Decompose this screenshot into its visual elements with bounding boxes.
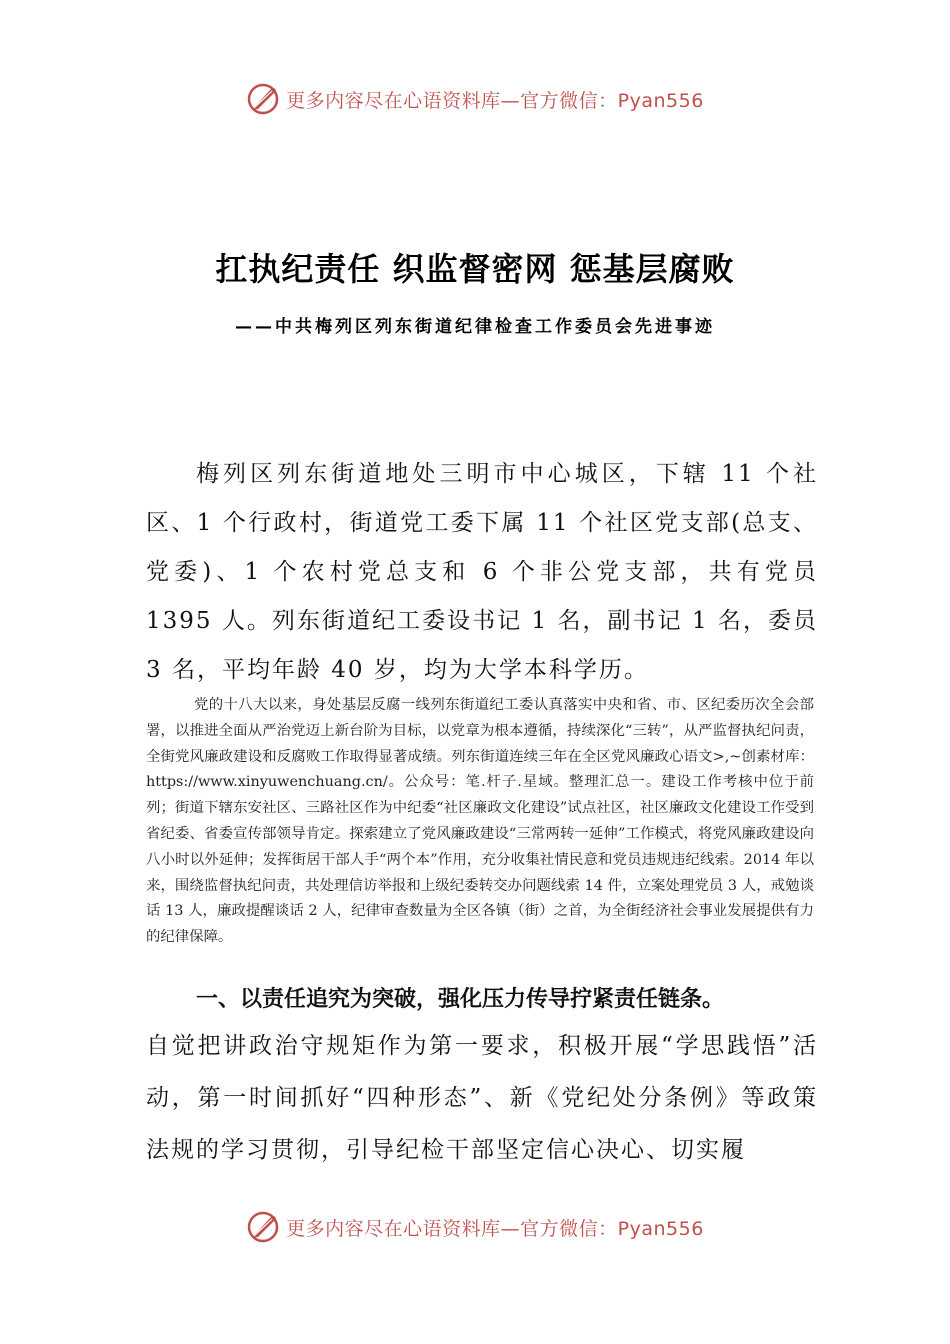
page-subtitle: ——中共梅列区列东街道纪律检查工作委员会先进事迹: [235, 317, 715, 337]
section-heading: 一、以责任追究为突破，强化压力传导拧紧责任链条。: [196, 987, 725, 1012]
quill-logo-icon: [246, 1210, 280, 1244]
page-title: 扛执纪责任 织监督密网 惩基层腐败: [215, 250, 735, 288]
watermark-text: 更多内容尽在心语资料库—官方微信：Pyan556: [286, 89, 704, 112]
section-paragraph: 自觉把讲政治守规矩作为第一要求，积极开展“学思践悟”活动，第一时间抓好“四种形态”、新《党纪处分条例》等政策法规的学习贯彻，引导纪检干部坚定信心决心、切实履: [146, 1033, 818, 1163]
footer-watermark: [0, 1210, 950, 1250]
watermark-text: 更多内容尽在心语资料库—官方微信：Pyan556: [286, 1217, 704, 1240]
quill-logo-icon: [246, 82, 280, 116]
intro-paragraph: 梅列区列东街道地处三明市中心城区，下辖 11 个社区、1 个行政村，街道党工委下属 11 个社区党支部(总支、党委)、1 个农村党总支和 6 个非公党支部，共有党员 1395 人。列东街道纪工委设书记 1 名，副书记 1 名，委员 3 名，平均年龄 40 岁，均为大学本科学历。: [146, 461, 818, 683]
body-paragraph: 党的十八大以来，身处基层反腐一线列东街道纪工委认真落实中央和省、市、区纪委历次全会部署，以推进全面从严治党迈上新台阶为目标，以党章为根本遵循，持续深化“三转”，从严监督执纪问责，全街党风廉政建设和反腐败工作取得显著成绩。列东街道连续三年在全区党风廉政心语文>,~创素材库：https://www.xinyuwenchuang.cn/。公众号：笔.杆子.星域。整理汇总一。建设工作考核中位于前列；街道下辖东安社区、三路社区作为中纪委“社区廉政文化建设”试点社区，社区廉政文化建设工作受到省纪委、省委宣传部领导肯定。探索建立了党风廉政建设“三常两转一延伸”工作模式，将党风廉政建设向八小时以外延伸；发挥街居干部人手“两个本”作用，充分收集社情民意和党员违规违纪线索。2014 年以来，围绕监督执纪问责，共处理信访举报和上级纪委转交办问题线索 14 件，立案处理党员 3 人，戒勉谈话 13 人，廉政提醒谈话 2 人，纪律审查数量为全区各镇（街）之首，为全街经济社会事业发展提供有力的纪律保障。: [146, 697, 814, 946]
header-watermark: [0, 82, 950, 122]
